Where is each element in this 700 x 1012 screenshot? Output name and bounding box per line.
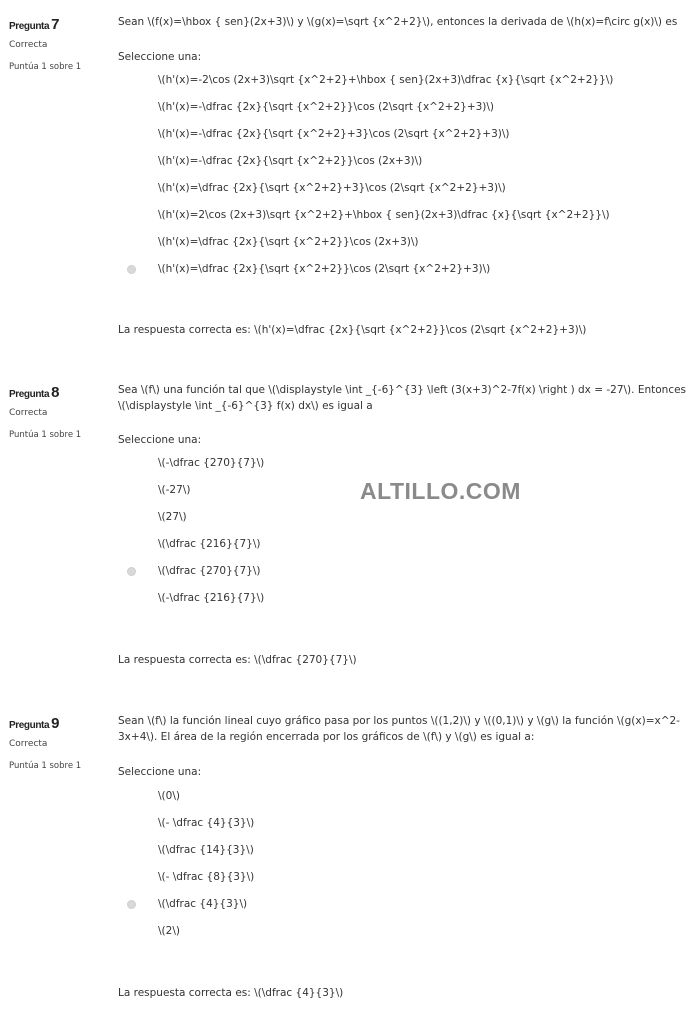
select-prompt: Seleccione una:: [118, 434, 202, 446]
answer-option[interactable]: [118, 922, 690, 942]
watermark-logo: ALTILLO.COM: [360, 478, 521, 504]
answer-option-label[interactable]: \(\dfrac {216}{7}\): [158, 538, 261, 550]
answer-option-label[interactable]: \(h'(x)=\dfrac {2x}{\sqrt {x^2+2}+3}\cos (2\sqrt {x^2+2}+3)\): [158, 182, 506, 194]
question-state: Correcta: [9, 40, 48, 50]
answer-option-label[interactable]: \(h'(x)=-\dfrac {2x}{\sqrt {x^2+2}}\cos (2x+3)\): [158, 155, 423, 167]
answer-option-label[interactable]: \(2\): [158, 925, 180, 937]
answer-option-label[interactable]: \(0\): [158, 790, 180, 802]
right-answer: La respuesta correcta es: \(\dfrac {270}{7}\): [118, 654, 357, 666]
answer-option[interactable]: [118, 841, 690, 861]
question-word: Pregunta: [9, 21, 50, 32]
answer-option-label[interactable]: \(- \dfrac {8}{3}\): [158, 871, 255, 883]
question-word: Pregunta: [9, 389, 50, 400]
answer-option-label[interactable]: \(h'(x)=2\cos (2x+3)\sqrt {x^2+2}+\hbox { sen}(2x+3)\dfrac {x}{\sqrt {x^2+2}}\): [158, 209, 610, 221]
answer-option[interactable]: [118, 814, 690, 834]
answer-option-selected[interactable]: [118, 260, 690, 280]
question-heading: [9, 14, 109, 33]
question-text: Sean \(f(x)=\hbox { sen}(2x+3)\) y \(g(x)=\sqrt {x^2+2}\), entonces la derivada de \(h(x)=f\circ g(x)\) es: [118, 16, 678, 28]
answer-option[interactable]: [118, 125, 690, 145]
question-number: 7: [51, 16, 60, 33]
answer-option[interactable]: [118, 868, 690, 888]
answer-option[interactable]: [118, 589, 690, 609]
question-heading: [9, 382, 109, 401]
question-state: Correcta: [9, 739, 48, 749]
question-text: Sea \(f\) una función tal que \(\displaystyle \int _{-6}^{3} \left (3(x+3)^2-7f(x) \right ) dx = -27\). Entonces \(\displaystyle \int _{-6}^{3} f(x) dx\) es igual a: [118, 384, 687, 412]
answer-option[interactable]: [118, 787, 690, 807]
answer-option-label[interactable]: \(\dfrac {14}{3}\): [158, 844, 254, 856]
answer-option-selected[interactable]: [118, 895, 690, 915]
select-prompt: Seleccione una:: [118, 766, 202, 778]
question-grade: Puntúa 1 sobre 1: [9, 761, 82, 771]
question-info: [9, 713, 109, 772]
answer-option-label[interactable]: \(h'(x)=\dfrac {2x}{\sqrt {x^2+2}}\cos (2\sqrt {x^2+2}+3)\): [158, 263, 491, 275]
answer-option-label[interactable]: \(- \dfrac {4}{3}\): [158, 817, 255, 829]
answer-option[interactable]: [118, 508, 690, 528]
question-info: [9, 382, 109, 441]
answer-option-label[interactable]: \(\dfrac {270}{7}\): [158, 565, 261, 577]
selected-radio-icon[interactable]: [127, 265, 136, 274]
answer-option[interactable]: [118, 179, 690, 199]
question-text: Sean \(f\) la función lineal cuyo gráfico pasa por los puntos \((1,2)\) y \((0,1)\) y \(g\) la función \(g(x)=x^2-3x+4\). El área de la región encerrada por los gráficos de \(f\) y \(g\) es igual a:: [118, 715, 680, 743]
answer-option-label[interactable]: \(h'(x)=-\dfrac {2x}{\sqrt {x^2+2}+3}\cos (2\sqrt {x^2+2}+3)\): [158, 128, 510, 140]
answer-option-label[interactable]: \(-27\): [158, 484, 191, 496]
answer-option[interactable]: [118, 71, 690, 91]
question-word: Pregunta: [9, 720, 50, 731]
answer-option[interactable]: [118, 152, 690, 172]
answer-option-selected[interactable]: [118, 562, 690, 582]
answer-option[interactable]: [118, 233, 690, 253]
answer-option[interactable]: [118, 98, 690, 118]
answer-option-label[interactable]: \(h'(x)=\dfrac {2x}{\sqrt {x^2+2}}\cos (2x+3)\): [158, 236, 419, 248]
selected-radio-icon[interactable]: [127, 567, 136, 576]
answer-option-label[interactable]: \(-\dfrac {270}{7}\): [158, 457, 265, 469]
right-answer: La respuesta correcta es: \(\dfrac {4}{3}\): [118, 987, 344, 999]
question-info: [9, 14, 109, 73]
answer-option-label[interactable]: \(27\): [158, 511, 187, 523]
answer-option[interactable]: [118, 535, 690, 555]
question-number: 9: [51, 715, 60, 732]
answer-option[interactable]: [118, 454, 690, 474]
answer-option-label[interactable]: \(-\dfrac {216}{7}\): [158, 592, 265, 604]
question-state: Correcta: [9, 408, 48, 418]
question-number: 8: [51, 384, 60, 401]
answer-option-label[interactable]: \(h'(x)=-\dfrac {2x}{\sqrt {x^2+2}}\cos (2\sqrt {x^2+2}+3)\): [158, 101, 495, 113]
selected-radio-icon[interactable]: [127, 900, 136, 909]
answer-option-label[interactable]: \(h'(x)=-2\cos (2x+3)\sqrt {x^2+2}+\hbox { sen}(2x+3)\dfrac {x}{\sqrt {x^2+2}}\): [158, 74, 614, 86]
question-grade: Puntúa 1 sobre 1: [9, 62, 82, 72]
select-prompt: Seleccione una:: [118, 51, 202, 63]
question-heading: [9, 713, 109, 732]
answer-option[interactable]: [118, 206, 690, 226]
right-answer: La respuesta correcta es: \(h'(x)=\dfrac {2x}{\sqrt {x^2+2}}\cos (2\sqrt {x^2+2}+3)\): [118, 324, 587, 336]
answer-option-label[interactable]: \(\dfrac {4}{3}\): [158, 898, 248, 910]
question-grade: Puntúa 1 sobre 1: [9, 430, 82, 440]
